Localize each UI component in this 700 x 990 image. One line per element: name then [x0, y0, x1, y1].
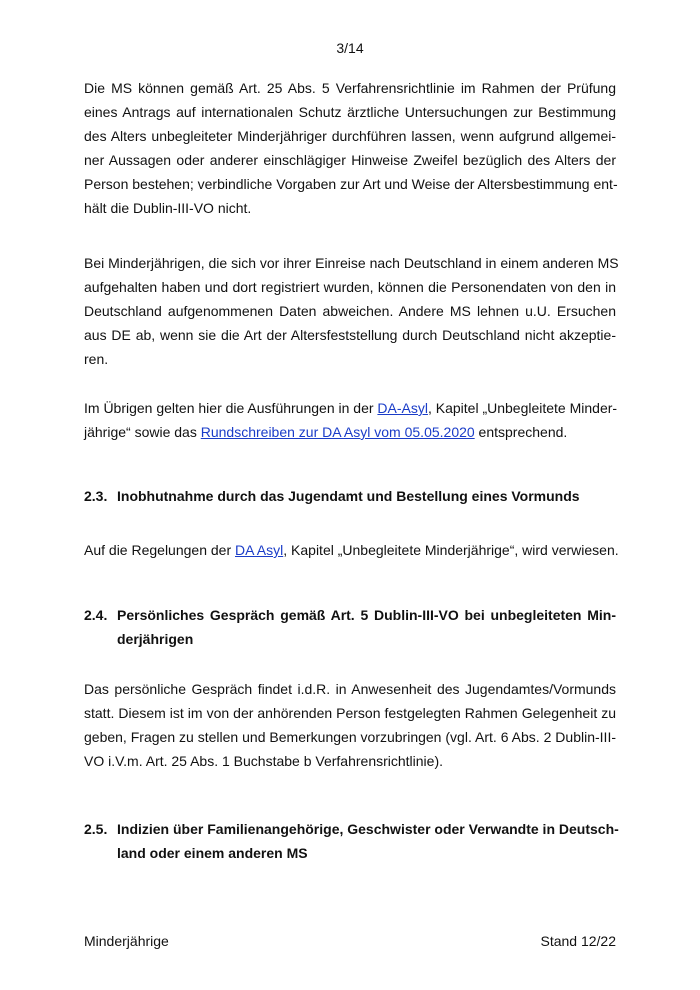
text-line: statt. Diesem ist im von der anhörenden Person festgelegten Rahmen Gelegenheit zu [84, 705, 616, 721]
text-line: Person bestehen; verbindliche Vorgaben zur Art und Weise der Altersbestimmung ent- [84, 176, 618, 192]
link-da-asyl[interactable]: DA-Asyl [377, 400, 428, 416]
text-line: des Alters unbegleiteter Minderjähriger durchführen lassen, wenn aufgrund allgemei- [84, 128, 616, 144]
text-line: hält die Dublin-III-VO nicht. [84, 200, 252, 216]
text-line: Bei Minderjährigen, die sich vor ihrer Einreise nach Deutschland in einem anderen MS [84, 255, 619, 271]
text-line: geben, Fragen zu stellen und Bemerkungen vorzubringen (vgl. Art. 6 Abs. 2 Dublin-III- [84, 729, 616, 745]
footer-date: Stand 12/22 [540, 933, 616, 949]
paragraph-other-ms [84, 251, 619, 371]
heading-number: 2.3. [84, 488, 108, 504]
text-segment: jährige“ sowie das [84, 424, 201, 440]
paragraph-regulations [84, 538, 619, 562]
footer-title: Minderjährige [84, 933, 169, 949]
heading-number: 2.4. [84, 607, 108, 623]
text-line: Deutschland aufgenommenen Daten abweichen. Andere MS lehnen u.U. Ersuchen [84, 303, 616, 319]
page-number: 3/14 [336, 40, 364, 56]
text-line: aus DE ab, wenn sie die Art der Altersfeststellung durch Deutschland nicht akzeptie- [84, 327, 616, 343]
heading-text [117, 817, 619, 865]
text-line [84, 420, 616, 444]
paragraph-personal-interview [84, 677, 616, 773]
text-segment: Auf die Regelungen der [84, 542, 235, 558]
text-line [84, 538, 619, 562]
heading-text [117, 484, 616, 508]
link-rundschreiben[interactable]: Rundschreiben zur DA Asyl vom 05.05.2020 [200, 424, 475, 440]
link-da-asyl-2[interactable]: DA Asyl [235, 542, 284, 558]
text-segment: , Kapitel „Unbegleitete Minder- [427, 400, 618, 416]
text-line [84, 396, 616, 420]
heading-title: land oder einem anderen MS [117, 845, 308, 861]
text-segment: entsprechend. [474, 424, 568, 440]
heading-title: Indizien über Familienangehörige, Geschwister oder Verwandte in Deutsch- [117, 821, 619, 837]
text-segment: Im Übrigen gelten hier die Ausführungen in der [84, 400, 378, 416]
heading-text [117, 603, 616, 651]
text-line: eines Antrags auf internationalen Schutz ärztliche Untersuchungen zur Bestimmung [84, 104, 616, 120]
text-line: Das persönliche Gespräch findet i.d.R. in Anwesenheit des Jugendamtes/Vormunds [84, 681, 616, 697]
text-line: aufgehalten haben und dort registriert wurden, können die Personendaten von den in [84, 279, 616, 295]
text-line: ner Aussagen oder anderer einschlägiger Hinweise Zweifel bezüglich des Alters der [84, 152, 616, 168]
text-segment: , Kapitel „Unbegleitete Minderjährige“, wird verwiesen. [283, 542, 619, 558]
text-line: Die MS können gemäß Art. 25 Abs. 5 Verfahrensrichtlinie im Rahmen der Prüfung [84, 80, 616, 96]
heading-title: Inobhutnahme durch das Jugendamt und Bestellung eines Vormunds [117, 488, 580, 504]
paragraph-references [84, 396, 616, 444]
paragraph-age-determination [84, 76, 616, 220]
heading-title: derjährigen [117, 631, 194, 647]
text-line: ren. [84, 351, 109, 367]
text-line: VO i.V.m. Art. 25 Abs. 1 Buchstabe b Verfahrensrichtlinie). [84, 753, 444, 769]
heading-number: 2.5. [84, 821, 108, 837]
heading-title: Persönliches Gespräch gemäß Art. 5 Dublin-III-VO bei unbegleiteten Min- [117, 607, 616, 623]
